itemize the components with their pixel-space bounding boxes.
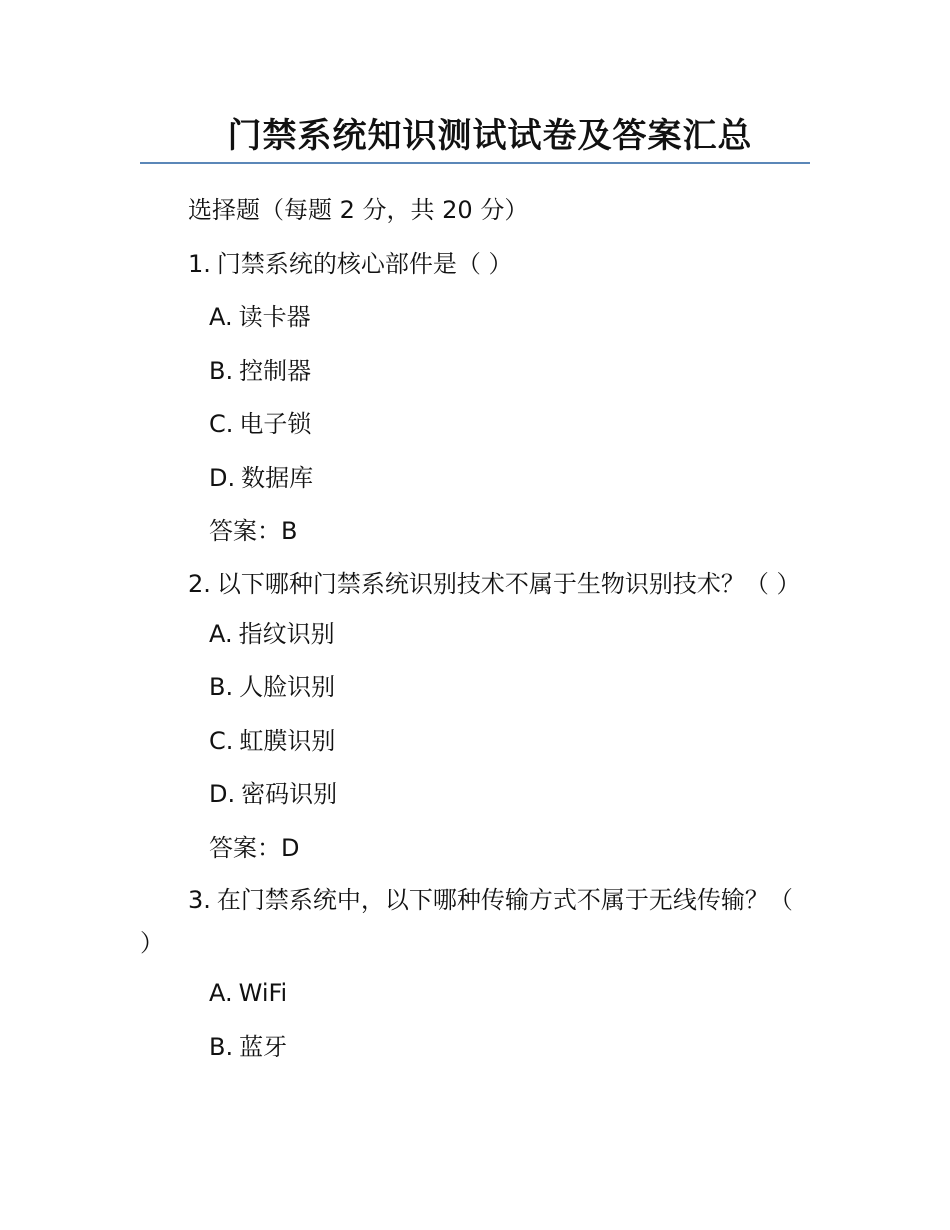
- option-key: D.: [209, 463, 236, 492]
- question-number: 2.: [188, 569, 211, 598]
- question-stem: [140, 563, 810, 606]
- option-d: [209, 462, 810, 494]
- option-text: 读卡器: [238, 303, 311, 331]
- question-text: 门禁系统的核心部件是（ ）: [216, 250, 513, 278]
- option-a: [209, 618, 810, 650]
- option-c: [209, 725, 810, 757]
- section-heading: 选择题（每题 2 分，共 20 分）: [188, 196, 529, 224]
- question-stem: [140, 248, 810, 280]
- option-key: A.: [209, 303, 233, 331]
- option-text: 指纹识别: [238, 619, 335, 648]
- question-number: 1.: [188, 250, 211, 278]
- option-key: B.: [209, 1032, 234, 1061]
- option-a: [209, 301, 810, 333]
- option-b: [209, 355, 810, 387]
- title-underline: [140, 162, 810, 164]
- option-key: B.: [209, 673, 234, 701]
- question-stem: [140, 879, 810, 965]
- option-text: 电子锁: [239, 410, 312, 438]
- option-key: B.: [209, 356, 234, 385]
- document-title: 门禁系统知识测试试卷及答案汇总: [227, 116, 753, 156]
- option-text: 虹膜识别: [239, 726, 336, 755]
- option-d: [209, 778, 810, 810]
- document-body: [140, 194, 810, 1084]
- question-text: 在门禁系统中，以下哪种传输方式不属于无线传输？（ ）: [140, 886, 793, 957]
- option-text: 数据库: [241, 463, 314, 492]
- question-text: 以下哪种门禁系统识别技术不属于生物识别技术？（ ）: [216, 569, 801, 598]
- option-b: [209, 671, 810, 703]
- option-a: [209, 977, 810, 1009]
- option-text: 人脸识别: [239, 673, 336, 701]
- option-text: WiFi: [238, 979, 288, 1007]
- option-key: A.: [209, 979, 233, 1007]
- option-key: C.: [209, 726, 234, 755]
- option-key: D.: [209, 780, 236, 808]
- option-text: 蓝牙: [239, 1032, 288, 1061]
- option-key: C.: [209, 410, 234, 438]
- option-text: 控制器: [239, 356, 312, 385]
- answer-line: 答案：D: [209, 833, 300, 862]
- option-key: A.: [209, 619, 233, 648]
- option-text: 密码识别: [241, 780, 338, 808]
- option-c: [209, 408, 810, 440]
- answer-line: 答案：B: [209, 517, 298, 545]
- question-1: [140, 248, 810, 547]
- question-2: [140, 563, 810, 864]
- option-b: [209, 1031, 810, 1063]
- question-3: [140, 879, 810, 1063]
- question-number: 3.: [188, 886, 211, 914]
